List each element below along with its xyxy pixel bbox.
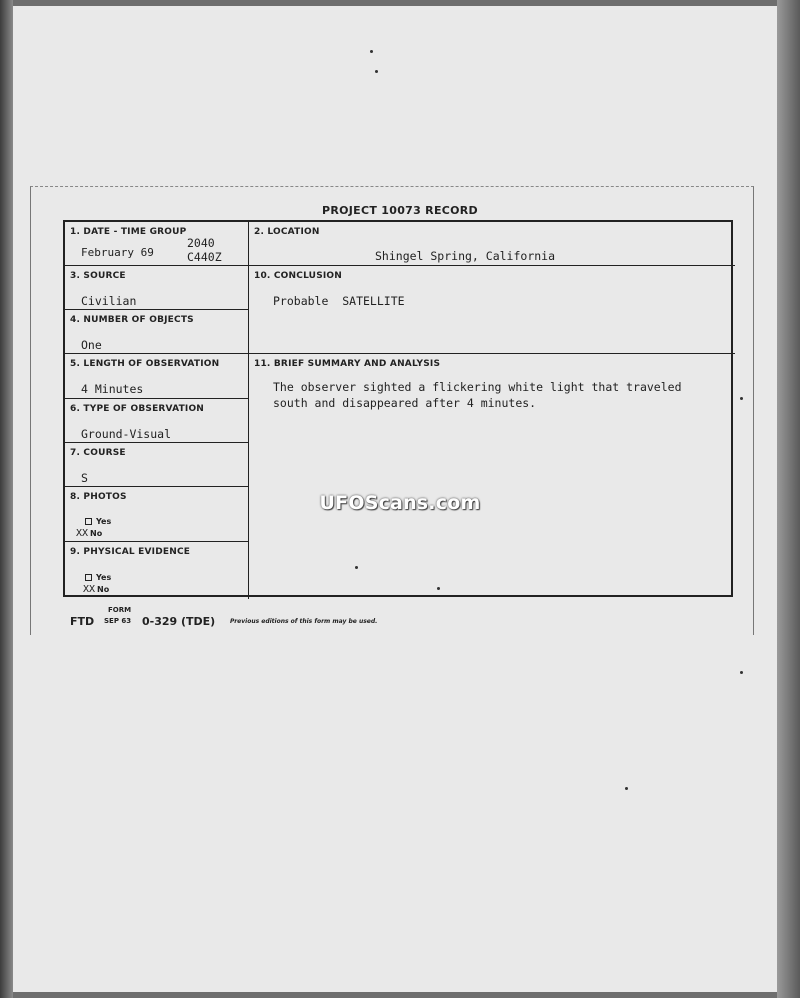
location-label: 2. LOCATION bbox=[254, 227, 320, 237]
checkbox-icon bbox=[85, 518, 92, 525]
photos-label: 8. PHOTOS bbox=[70, 492, 127, 502]
photos-x-mark: XX bbox=[76, 528, 89, 539]
physical-evidence-no-option bbox=[83, 584, 109, 595]
scan-speck bbox=[375, 70, 378, 73]
scan-speck bbox=[740, 671, 743, 674]
source-label: 3. SOURCE bbox=[70, 271, 126, 281]
photos-yes-option bbox=[85, 517, 111, 526]
number-of-objects-value: One bbox=[81, 338, 102, 352]
summary-cell bbox=[249, 354, 735, 599]
physical-evidence-label: 9. PHYSICAL EVIDENCE bbox=[70, 547, 191, 557]
footer-form-word: FORM bbox=[108, 606, 132, 614]
record-form bbox=[63, 220, 733, 597]
length-of-observation-cell bbox=[65, 354, 249, 399]
form-title: PROJECT 10073 RECORD bbox=[321, 204, 478, 217]
footer-previous-editions: Previous editions of this form may be used. bbox=[230, 618, 378, 625]
scan-speck bbox=[437, 587, 440, 590]
scan-speck bbox=[370, 50, 373, 53]
physical-evidence-yes-label: Yes bbox=[96, 573, 112, 582]
scan-speck bbox=[625, 787, 628, 790]
watermark: UFOScans.com bbox=[319, 492, 481, 514]
source-cell bbox=[65, 266, 249, 310]
date-time-label: 1. DATE - TIME GROUP bbox=[70, 227, 187, 237]
length-of-observation-value: 4 Minutes bbox=[81, 382, 144, 396]
photos-no-label: No bbox=[90, 529, 103, 538]
form-footer bbox=[70, 606, 570, 632]
number-of-objects-cell bbox=[65, 310, 249, 354]
footer-date: SEP 63 bbox=[104, 617, 132, 625]
source-value: Civilian bbox=[81, 294, 137, 308]
conclusion-value: Probable SATELLITE bbox=[273, 294, 405, 308]
summary-line-2: south and disappeared after 4 minutes. bbox=[273, 396, 537, 410]
location-cell bbox=[249, 222, 735, 266]
type-of-observation-cell bbox=[65, 399, 249, 443]
course-label: 7. COURSE bbox=[70, 448, 126, 458]
length-of-observation-label: 5. LENGTH OF OBSERVATION bbox=[70, 359, 220, 369]
physical-evidence-yes-option bbox=[85, 573, 111, 582]
summary-label: 11. BRIEF SUMMARY AND ANALYSIS bbox=[254, 359, 441, 369]
physical-evidence-cell bbox=[65, 542, 249, 599]
checkbox-icon bbox=[85, 574, 92, 581]
date-time-cell bbox=[65, 222, 249, 266]
number-of-objects-label: 4. NUMBER OF OBJECTS bbox=[70, 315, 194, 325]
scan-speck bbox=[355, 566, 358, 569]
type-of-observation-label: 6. TYPE OF OBSERVATION bbox=[70, 404, 205, 414]
time-local-value: 2040 bbox=[187, 236, 215, 250]
conclusion-label: 10. CONCLUSION bbox=[254, 271, 343, 281]
photos-yes-label: Yes bbox=[96, 517, 112, 526]
footer-form-number: 0-329 (TDE) bbox=[142, 615, 216, 628]
type-of-observation-value: Ground-Visual bbox=[81, 427, 172, 441]
photos-no-option bbox=[76, 528, 102, 539]
date-value: February 69 bbox=[81, 246, 154, 259]
conclusion-cell bbox=[249, 266, 735, 354]
time-zulu-value: C440Z bbox=[187, 250, 222, 264]
physical-evidence-x-mark: XX bbox=[83, 584, 96, 595]
summary-line-1: The observer sighted a flickering white light that traveled bbox=[273, 380, 682, 394]
footer-ftd: FTD bbox=[70, 615, 95, 628]
location-value: Shingel Spring, California bbox=[375, 249, 556, 263]
course-value: S bbox=[81, 471, 88, 485]
physical-evidence-no-label: No bbox=[97, 585, 110, 594]
course-cell bbox=[65, 443, 249, 487]
scan-speck bbox=[740, 397, 743, 400]
